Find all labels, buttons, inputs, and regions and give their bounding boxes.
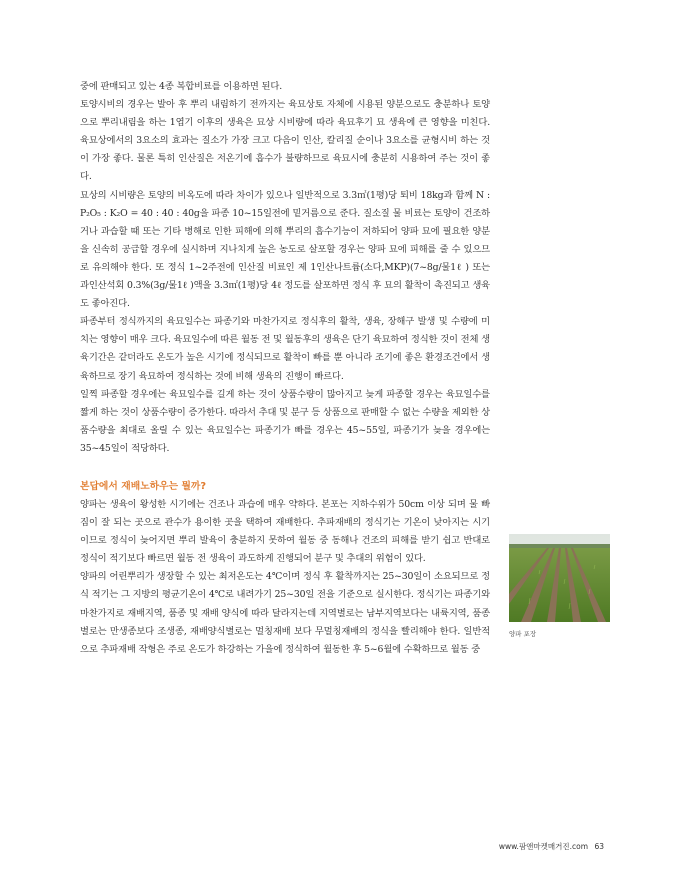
article-body [80, 78, 490, 659]
paragraph: 파종부터 정식까지의 육묘일수는 파종기와 마찬가지로 정식후의 활착, 생육, 장해구 발생 및 수량에 미치는 영향이 매우 크다. 육묘일수에 따른 월동 전 및 월동후의 생육은 단기 육묘하여 정식한 것이 전체 생육기간은 같더라도 온도가 높은 시기에 정식되므로 활착이 빠를 뿐 아니라 조기에 좋은 환경조건에서 생육하므로 장기 육묘하여 정식하는 것에 비해 생육의 진행이 빠르다. [80, 316, 490, 382]
paragraph: 양파의 어린뿌리가 생장할 수 있는 최저온도는 4℃이며 정식 후 활착까지는 25~30일이 소요되므로 정식 적기는 그 지방의 평균기온이 4℃로 내려가기 25~30일 전을 기준으로 실시한다. 정식기는 파종기와 마찬가지로 재배지역, 품종 및 재배 양식에 따라 달라지는데 지역별로는 남부지역보다는 내륙지역, 품종별로는 만생종보다 조생종, 재배양식별로는 멀칭재배 보다 무멀칭재배의 정식을 빨리해야 한다. 일반적으로 추파재배 작형은 주로 온도가 하강하는 가을에 정식하여 월동한 후 5~6월에 수확하므로 월동 중 [80, 571, 490, 655]
photo-caption: 양파 포장 [509, 630, 537, 638]
onion-field-photo [509, 534, 610, 622]
page-number: 63 [594, 842, 604, 851]
paragraph: 토양시비의 경우는 발아 후 뿌리 내림하기 전까지는 육묘상토 자체에 시용된 양분으로도 충분하나 토양으로 뿌리내림을 하는 1엽기 이후의 생육은 묘상 시비량에 따라 육묘후기 묘 생육에 큰 영향을 미친다. 육묘상에서의 3요소의 효과는 질소가 가장 크고 다음이 인산, 칼리질 순이나 3요소를 균형시비 하는 것이 가장 좋다. 물론 특히 인산질은 저온기에 흡수가 불량하므로 육묘시에 충분히 시용하여 주는 것이 좋다. [80, 99, 490, 183]
paragraph: 묘상의 시비량은 토양의 비옥도에 따라 차이가 있으나 일반적으로 3.3㎡(1평)당 퇴비 18kg과 함께 N : P₂O₅ : K₂O = 40 : 40 : 40g을 파종 10~15일전에 밑거름으로 준다. 질소질 물 비료는 토양이 건조하거나 과습할 때 또는 기타 병해로 인한 피해에 의해 뿌리의 흡수기능이 저하되어 양파 묘에 필요한 양분을 신속히 공급할 경우에 실시하며 지나치게 높은 농도로 살포할 경우는 양파 묘에 피해를 줄 수 있으므로 유의해야 한다. 또 정식 1~2주전에 인산질 비료인 제 1인산나트륨(소다,MKP)(7~8g/물1ℓ ) 또는 과인산석회 0.3%(3g/물1ℓ )액을 3.3㎡(1평)당 4ℓ 정도를 살포하면 정식 후 묘의 활착이 촉진되고 생육도 좋아진다. [80, 189, 490, 310]
section-title: 본답에서 재배노하우는 뭘까? [80, 480, 207, 492]
paragraph: 양파는 생육이 왕성한 시기에는 건조나 과습에 매우 약하다. 본포는 지하수위가 50cm 이상 되며 물 빠짐이 잘 되는 곳으로 관수가 용이한 곳을 택하여 재배한다. 추파재배의 정식기는 기온이 낮아지는 시기이므로 정식이 늦어지면 뿌리 발육이 충분하지 못하여 월동 중 동해나 건조의 피해를 받기 쉽고 반대로 정식이 적기보다 빠르면 월동 전 생육이 과도하게 진행되어 분구 및 추대의 위험이 있다. [80, 498, 490, 565]
paragraph: 일찍 파종할 경우에는 육묘일수를 길게 하는 것이 상품수량이 많아지고 늦게 파종할 경우는 육묘일수를 짧게 하는 것이 상품수량이 증가한다. 따라서 추대 및 분구 등 상품으로 판매할 수 없는 수량을 제외한 상품수량을 최대로 올릴 수 있는 육묘일수는 파종기가 빠를 경우는 45~55일, 파종기가 늦을 경우에는 35~45일이 적당하다. [80, 388, 490, 454]
page-footer [499, 841, 604, 852]
paragraph: 중에 판매되고 있는 4종 복합비료를 이용하면 된다. [80, 81, 283, 92]
onion-field-image [509, 534, 610, 622]
footer-site: www.팜앤마켓매거진.com [498, 842, 589, 851]
